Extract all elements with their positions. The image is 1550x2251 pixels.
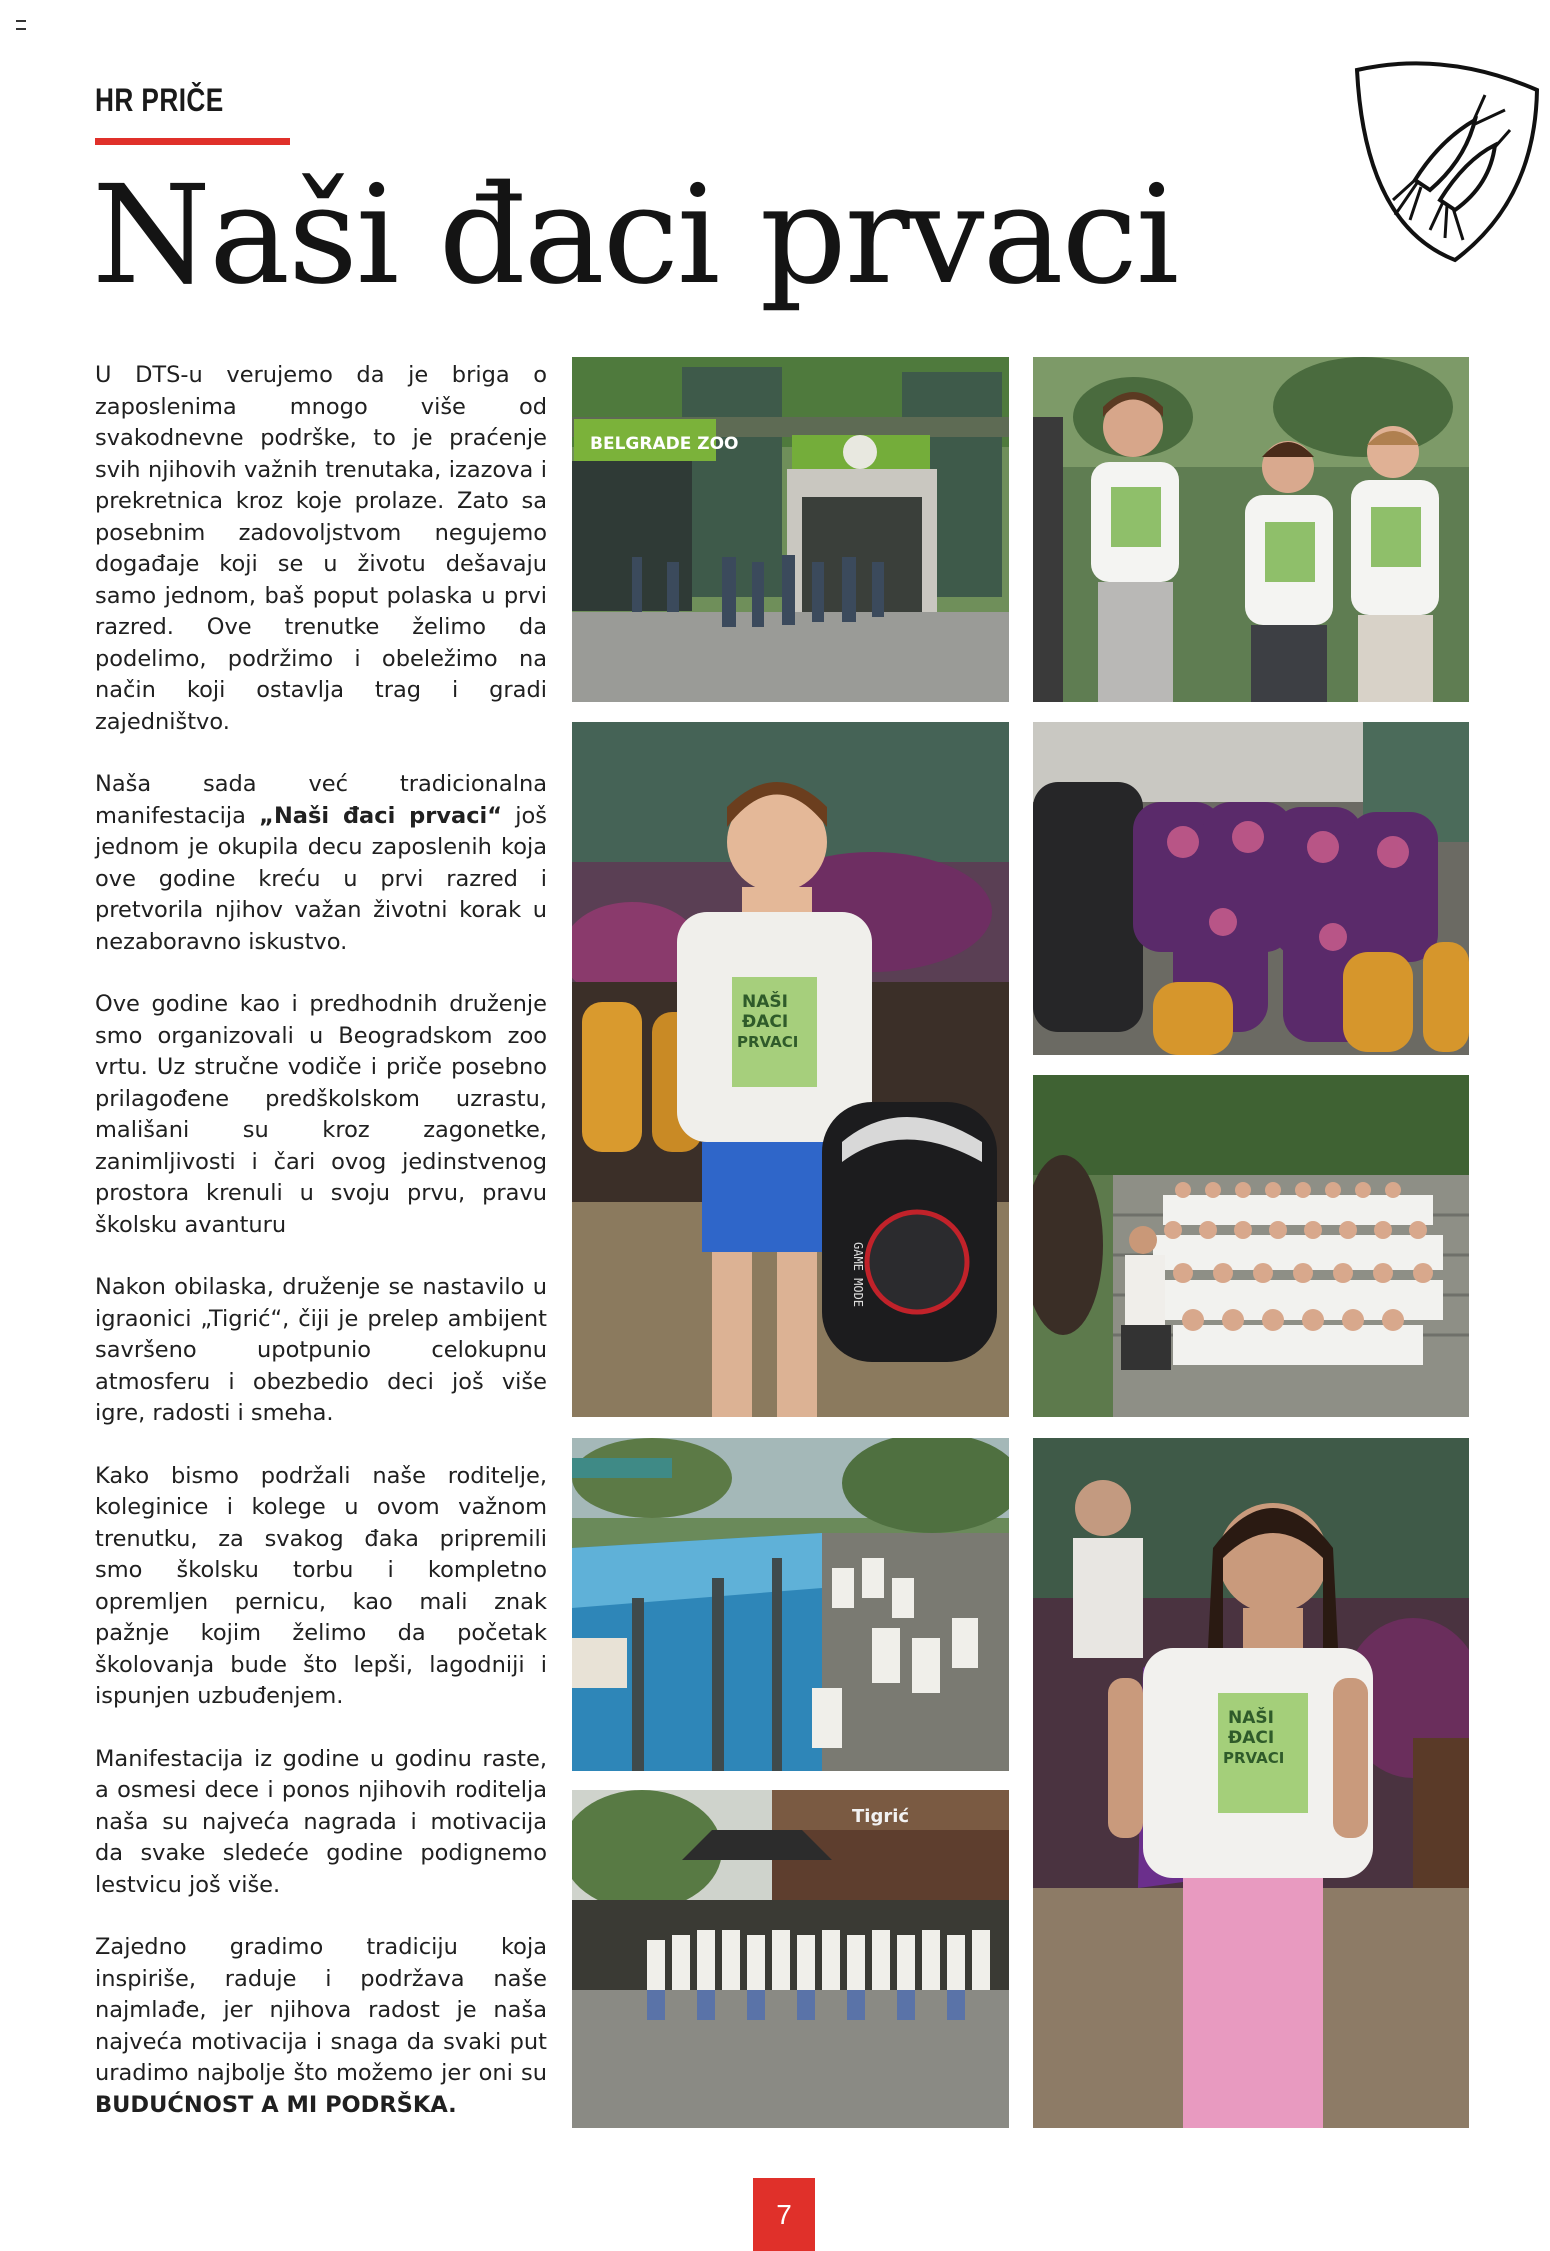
shield-carrot-icon [1345, 50, 1545, 270]
page-number: 7 [753, 2178, 815, 2251]
paragraph-5: Kako bismo podržali naše roditelje, koleginice i kolege u ovom važnom trenutku, za svakog đaka pripremili smo školsku torbu i kompletno opremljen pernicu, kao mali znak pažnje kojim želimo da početak školovanja bude što lepši, lagodniji i ispunjen uzbuđenjem. [95, 1462, 547, 1709]
paragraph-3: Ove godine kao i predhodnih druženje smo organizovali u Beogradskom zoo vrtu. Uz stručne vodiče i priče posebno prilagođene predškolskom uzrastu, mališani su kroz zagonetke, zanimljivosti i čari ovog jedinstvenog prostora krenuli u svoju prvu, pravu školsku avanturu [95, 991, 547, 1238]
photo-group-stairs [1033, 1075, 1469, 1417]
playroom-sign: Tigrić [852, 1806, 910, 1827]
shirt-text-line1: NAŠI [742, 992, 788, 1012]
shirt-text-girl-line1: NAŠI [1228, 1708, 1274, 1728]
backpack-text: GAME MODE [851, 1242, 865, 1308]
shirt-text-line3: PRVACI [737, 1033, 799, 1051]
shirt-text-girl-line3: PRVACI [1223, 1749, 1285, 1767]
photo-seal-pool [572, 1438, 1009, 1771]
paragraph-2: Naša sada već tradicionalna manifestacija „Naši đaci prvaci“ još jednom je okupila decu zaposlenih koja ove godine kreću u prvi razred i pretvorila njihov važan životni korak u nezaboravno iskustvo. [95, 771, 547, 955]
event-name: „Naši đaci prvaci“ [259, 802, 503, 829]
photo-three-girls [1033, 357, 1469, 702]
closing-slogan: BUDUĆNOST A MI PODRŠKA. [95, 2091, 457, 2118]
photo-zoo-entrance [572, 357, 1009, 702]
corner-mark [16, 20, 26, 30]
paragraph-7: Zajedno gradimo tradiciju koja inspiriše, raduje i podržava naše najmlađe, jer njihova radost je naša najveća motivacija i snaga da svaki put uradimo najbolje što možemo jer oni su BUDUĆNOST A MI PODRŠKA. [95, 1934, 547, 2118]
paragraph-4: Nakon obilaska, druženje se nastavilo u igraonici „Tigrić“, čiji je prelep ambijent savršeno upotpunio celokupnu atmosferu i obezbedio deci još više igre, radosti i smeha. [95, 1274, 547, 1426]
shirt-text-girl-line2: ĐACI [1228, 1728, 1275, 1748]
paragraph-6: Manifestacija iz godine u godinu raste, a osmesi dece i ponos njihovih roditelja naša su najveća nagrada i motivacija da svake sledeće godine podignemo lestvicu još više. [95, 1745, 547, 1898]
paragraph-1: U DTS-u verujemo da je briga o zaposlenima mnogo više od svakodnevne podrške, to je praćenje svih njihovih važnih trenutaka, izazova i prekretnica kroz koje prolaze. Zato sa posebnim zadovoljstvom negujemo događaje koji se u životu dešavaju samo jednom, baš poput polaska u prvi razred. Ove trenutke želimo da podelimo, podržimo i obeležimo na način koji ostavlja trag i gradi zajedništvo. [95, 362, 547, 735]
section-rule [95, 138, 290, 145]
photo-boy-backpack [572, 722, 1009, 1417]
shirt-text-line2: ĐACI [742, 1012, 789, 1032]
zoo-sign: BELGRADE ZOO [590, 434, 739, 454]
photo-playroom-group [572, 1790, 1009, 2128]
section-label: HR PRIČE [95, 82, 224, 118]
photo-backpacks [1033, 722, 1469, 1055]
article-body [95, 360, 547, 2152]
page-title: Naši đaci prvaci [92, 157, 1178, 315]
photo-girl-backpack [1033, 1438, 1469, 2128]
